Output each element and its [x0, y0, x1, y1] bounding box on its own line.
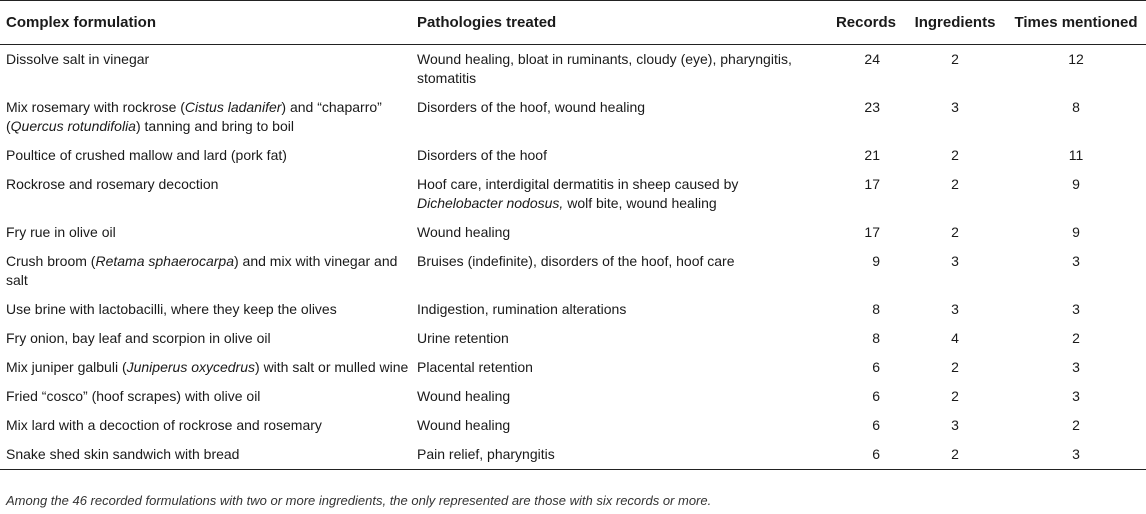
cell-records: 17 [864, 224, 880, 240]
table-row [0, 382, 1146, 411]
cell-records: 24 [864, 51, 880, 67]
cell-ingredients: 2 [951, 224, 959, 240]
cell-records: 21 [864, 147, 880, 163]
formulation-text-part: Mix juniper galbuli ( [6, 359, 127, 375]
table-row [0, 324, 1146, 353]
table-row [0, 411, 1146, 440]
cell-ingredients: 2 [904, 440, 1006, 470]
cell-complex-formulation: Poultice of crushed mallow and lard (pork fat) [6, 147, 287, 163]
cell-times-mentioned: 9 [1072, 176, 1080, 192]
table-row [0, 295, 1146, 324]
cell-pathologies-treated: Disorders of the hoof [417, 147, 547, 163]
table-row [0, 247, 1146, 295]
pathologies-text-part: wolf bite, wound healing [563, 195, 717, 211]
formulation-text-part: Cistus ladanifer [184, 99, 282, 115]
cell-ingredients: 3 [951, 301, 959, 317]
table-row [0, 170, 1146, 218]
header-ingredients: Ingredients [904, 1, 1006, 45]
cell-complex-formulation [0, 353, 411, 382]
table-row [0, 353, 1146, 382]
cell-ingredients: 3 [951, 253, 959, 269]
cell-times-mentioned: 2 [1072, 330, 1080, 346]
cell-times-mentioned: 2 [1072, 417, 1080, 433]
table-row [0, 45, 1146, 94]
cell-complex-formulation: Fry rue in olive oil [6, 224, 116, 240]
cell-ingredients: 2 [951, 147, 959, 163]
table-row [0, 218, 1146, 247]
cell-ingredients: 3 [951, 99, 959, 115]
header-times-mentioned: Times mentioned [1006, 1, 1146, 45]
formulation-text-part: ) with salt or mulled wine [255, 359, 409, 375]
cell-complex-formulation: Use brine with lactobacilli, where they keep the olives [6, 301, 337, 317]
cell-records: 6 [872, 388, 880, 404]
table-header [0, 1, 1146, 45]
cell-complex-formulation: Snake shed skin sandwich with bread [0, 440, 411, 470]
cell-times-mentioned: 12 [1068, 51, 1084, 67]
cell-times-mentioned: 3 [1072, 301, 1080, 317]
cell-pathologies-treated: Disorders of the hoof, wound healing [417, 99, 646, 115]
table-footnote: Among the 46 recorded formulations with two or more ingredients, the only represented are those with six records or more. [6, 493, 712, 508]
cell-ingredients: 4 [951, 330, 959, 346]
formulation-text-part: Mix rosemary with rockrose ( [6, 99, 185, 115]
cell-records: 17 [864, 176, 880, 192]
header-row [0, 1, 1146, 45]
cell-records: 8 [872, 301, 880, 317]
cell-times-mentioned: 3 [1072, 388, 1080, 404]
formulation-text-part: Crush broom ( [6, 253, 96, 269]
cell-pathologies-treated: Wound healing [417, 388, 511, 404]
cell-pathologies-treated [411, 170, 804, 218]
header-pathologies-treated: Pathologies treated [411, 1, 804, 45]
cell-ingredients: 2 [951, 359, 959, 375]
cell-complex-formulation: Mix lard with a decoction of rockrose and rosemary [6, 417, 322, 433]
cell-times-mentioned: 8 [1072, 99, 1080, 115]
cell-times-mentioned: 3 [1072, 359, 1080, 375]
formulation-text-part: ) and mix with vinegar and salt [6, 253, 398, 288]
cell-records: 6 [872, 417, 880, 433]
cell-times-mentioned: 9 [1072, 224, 1080, 240]
cell-ingredients: 3 [951, 417, 959, 433]
cell-complex-formulation: Fried “cosco” (hoof scrapes) with olive oil [6, 388, 261, 404]
cell-records: 6 [804, 440, 904, 470]
cell-records: 6 [872, 359, 880, 375]
cell-pathologies-treated: Urine retention [417, 330, 509, 346]
formulation-text-part: Retama sphaerocarpa [95, 253, 234, 269]
cell-ingredients: 2 [951, 176, 959, 192]
cell-complex-formulation [0, 93, 411, 141]
pathologies-text-part: Hoof care, interdigital dermatitis in sheep caused by [417, 176, 739, 192]
cell-complex-formulation: Fry onion, bay leaf and scorpion in olive oil [6, 330, 271, 346]
cell-pathologies-treated: Wound healing, bloat in ruminants, cloudy (eye), pharyngitis, stomatitis [417, 51, 792, 86]
header-complex-formulation: Complex formulation [0, 1, 411, 45]
cell-pathologies-treated: Pain relief, pharyngitis [411, 440, 804, 470]
formulation-text-part: ) and “chaparro” ( [6, 99, 382, 134]
cell-ingredients: 2 [951, 51, 959, 67]
cell-pathologies-treated: Indigestion, rumination alterations [417, 301, 627, 317]
cell-pathologies-treated: Bruises (indefinite), disorders of the hoof, hoof care [417, 253, 735, 269]
cell-records: 8 [872, 330, 880, 346]
table-row [0, 141, 1146, 170]
formulation-text-part: ) tanning and bring to boil [135, 118, 294, 134]
cell-pathologies-treated: Wound healing [417, 224, 511, 240]
cell-times-mentioned: 3 [1072, 253, 1080, 269]
cell-records: 9 [872, 253, 880, 269]
cell-complex-formulation: Dissolve salt in vinegar [6, 51, 150, 67]
cell-pathologies-treated: Wound healing [417, 417, 511, 433]
pathologies-text-part: Dichelobacter nodosus, [417, 195, 564, 211]
cell-complex-formulation: Rockrose and rosemary decoction [6, 176, 219, 192]
header-records: Records [804, 1, 904, 45]
cell-times-mentioned: 3 [1006, 440, 1146, 470]
table-body [0, 45, 1146, 470]
formulation-text-part: Quercus rotundifolia [10, 118, 136, 134]
table-row [0, 440, 1146, 470]
table-row [0, 93, 1146, 141]
cell-pathologies-treated: Placental retention [417, 359, 533, 375]
formulation-text-part: Juniperus oxycedrus [126, 359, 256, 375]
cell-complex-formulation [0, 247, 411, 295]
cell-ingredients: 2 [951, 388, 959, 404]
cell-times-mentioned: 11 [1068, 147, 1084, 163]
cell-records: 23 [864, 99, 880, 115]
